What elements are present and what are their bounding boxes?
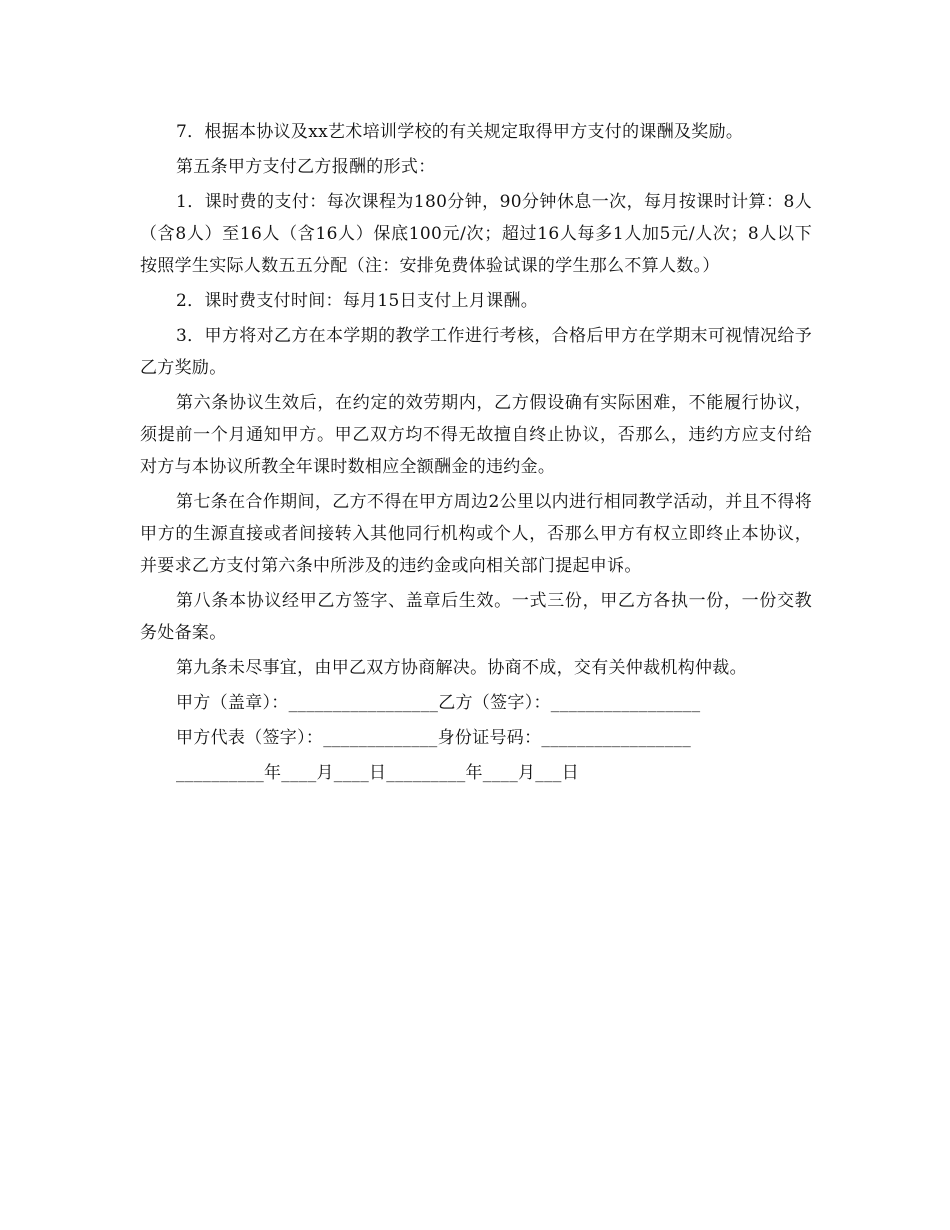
article-6: 第六条协议生效后，在约定的效劳期内，乙方假设确有实际困难，不能履行协议，须提前一个月通知甲方。甲乙双方均不得无故擅自终止协议，否那么，违约方应支付给对方与本协议所教全年课时数相应全额酬金的违约金。 [140,393,812,477]
clause-7-remuneration: 7．根据本协议及xx艺术培训学校的有关规定取得甲方支付的课酬及奖励。 [176,122,744,142]
article-5-item-1: 1．课时费的支付：每次课程为180分钟，90分钟休息一次，每月按课时计算：8人（含8人）至16人（含16人）保底100元/次；超过16人每多1人加5元/人次；8人以下按照学生实际人数五五分配（注：安排免费体验试课的学生那么不算人数。） [140,192,812,276]
article-5-item-2: 2．课时费支付时间：每月15日支付上月课酬。 [176,291,539,311]
article-8: 第八条本协议经甲乙方签字、盖章后生效。一式三份，甲乙方各执一份，一份交教务处备案。 [140,591,812,643]
article-5-item-3: 3．甲方将对乙方在本学期的教学工作进行考核，合格后甲方在学期末可视情况给予乙方奖励。 [140,326,812,378]
signature-date-line: __________年____月____日_________年____月___日 [176,763,579,783]
article-7: 第七条在合作期间，乙方不得在甲方周边2公里以内进行相同教学活动，并且不得将甲方的生源直接或者间接转入其他同行机构或个人，否那么甲方有权立即终止本协议，并要求乙方支付第六条中所涉及的违约金或向相关部门提起申诉。 [140,492,812,576]
article-9: 第九条未尽事宜，由甲乙双方协商解决。协商不成，交有关仲裁机构仲裁。 [176,658,747,678]
article-5-heading: 第五条甲方支付乙方报酬的形式： [176,157,436,177]
document-body [140,116,812,792]
signature-representative-line: 甲方代表（签字）：_____________身份证号码：_________________ [176,728,691,748]
signature-seal-line: 甲方（盖章）：_________________乙方（签字）：_________________ [176,693,701,713]
